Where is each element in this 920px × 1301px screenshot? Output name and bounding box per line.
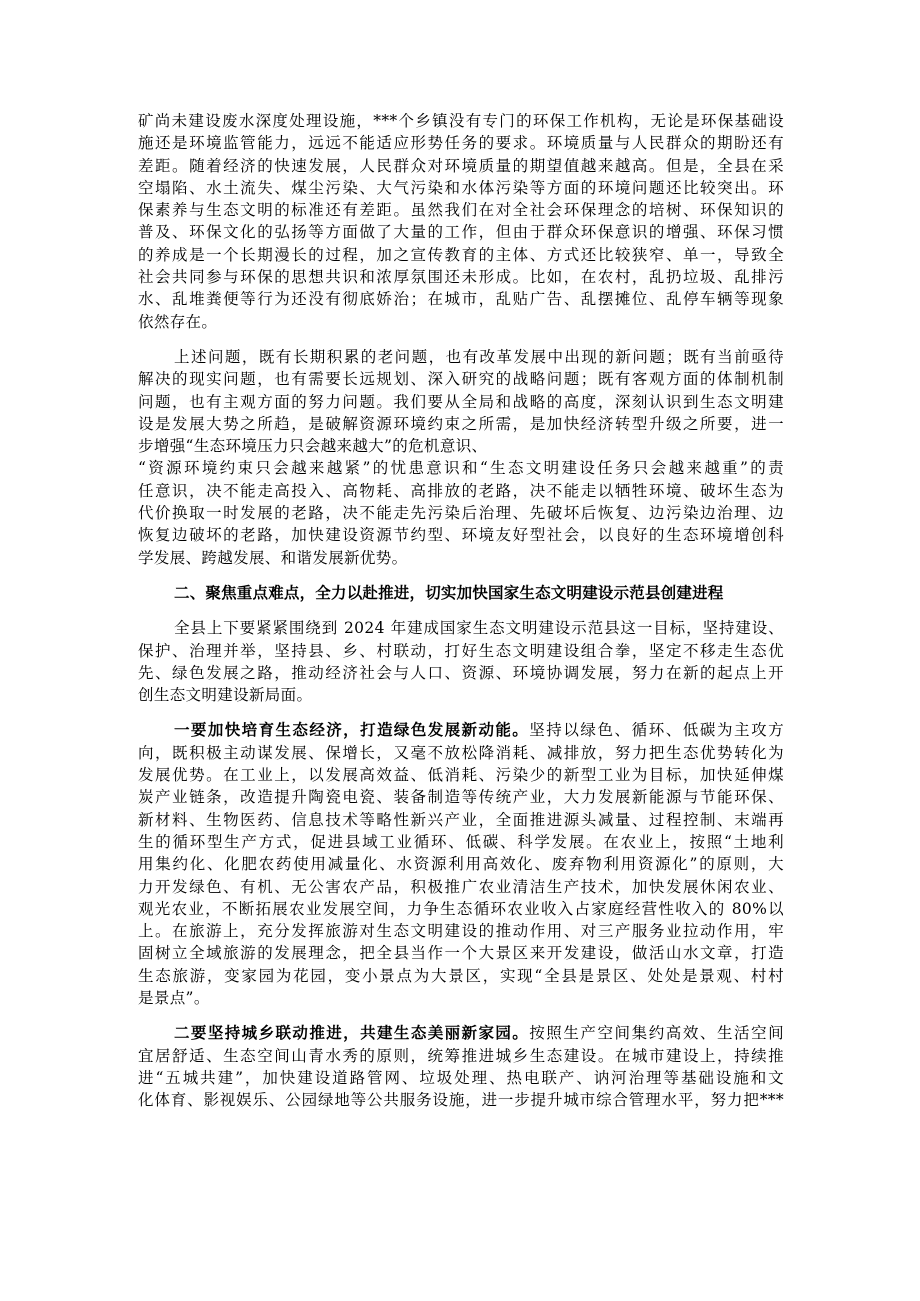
text-line	[138, 719, 784, 741]
text-line: 学发展、跨越发展、和谐发展新优势。	[138, 548, 408, 567]
paragraph-problems-summary	[138, 346, 784, 569]
text-line: 创生态文明建设新局面。	[138, 686, 313, 705]
paragraph-goal	[138, 617, 784, 706]
paragraph-eco-economy	[138, 719, 784, 1009]
text-line: 代价换取一时发展的老路，决不能走先污染后治理、先破坏后恢复、边污染边治理、边	[138, 504, 784, 523]
paragraph-env-issues	[138, 110, 784, 333]
section-heading: 二、聚焦重点难点，全力以赴推进，切实加快国家生态文明建设示范县创建进程	[174, 583, 724, 602]
text-line: 生态旅游，变家园为花园，变小景点为大景区，实现“全县是景区、处处是景观、村村	[138, 966, 784, 985]
text-line: 社会共同参与环保的思想共识和浓厚氛围还未形成。比如，在农村，乱扔垃圾、乱排污	[138, 268, 784, 287]
text-line: 全县上下要紧紧围绕到 2024 年建成国家生态文明建设示范县这一目标，坚持建设、	[174, 619, 784, 638]
text-line: 依然存在。	[138, 312, 218, 331]
bold-lead: 二要坚持城乡联动推进，共建生态美丽新家园。	[174, 1024, 530, 1043]
text-line	[138, 1022, 784, 1044]
text-line: 上述问题，既有长期积累的老问题，也有改革发展中出现的新问题；既有当前亟待	[174, 347, 784, 366]
text-line: 炭产业链条，改造提升陶瓷电瓷、装备制造等传统产业，大力发展新能源与节能环保、	[138, 788, 784, 807]
text-line: 生的循环型生产方式，促进县域工业循环、低碳、科学发展。在农业上，按照“土地利	[138, 832, 784, 851]
text-line: 向，既积极主动谋发展、保增长，又毫不放松降消耗、减排放，努力把生态优势转化为	[138, 743, 784, 762]
text-line: 化体育、影视娱乐、公园绿地等公共服务设施，进一步提升城市综合管理水平，努力把***	[138, 1091, 784, 1110]
text-line: 新材料、生物医药、信息技术等略性新兴产业，全面推进源头减量、过程控制、末端再	[138, 810, 784, 829]
text-line: 进“五城共建”，加快建设道路管网、垃圾处理、热电联产、讷河治理等基础设施和文	[138, 1068, 784, 1087]
text-line: 保护、治理并举，坚持县、乡、村联动，打好生态文明建设组合拳，坚定不移走生态优	[138, 641, 784, 660]
text-run: 按照生产空间集约高效、生活空间	[529, 1024, 784, 1043]
text-line: 任意识，决不能走高投入、高物耗、高排放的老路，决不能走以牺牲环境、破坏生态为	[138, 481, 784, 500]
text-line: 矿尚未建设废水深度处理设施，***个乡镇没有专门的环保工作机构，无论是环保基础设	[138, 112, 784, 130]
text-line: 力开发绿色、有机、无公害农产品，积极推广农业清洁生产技术，加快发展休闲农业、	[138, 877, 784, 896]
text-line: “资源环境约束只会越来越紧”的忧患意识和“生态文明建设任务只会越来越重”的责	[138, 459, 784, 478]
text-line: 宜居舒适、生态空间山青水秀的原则，统筹推进城乡生态建设。在城市建设上，持续推	[138, 1046, 784, 1065]
text-line: 恢复边破坏的老路，加快建设资源节约型、环境友好型社会，以良好的生态环境增创科	[138, 526, 784, 545]
paragraph-urban-rural	[138, 1022, 784, 1111]
text-line: 问题，也有主观方面的努力问题。我们要从全局和战略的高度，深刻认识到生态文明建	[138, 392, 784, 411]
text-line: 水、乱堆粪便等行为还没有彻底娇治；在城市，乱贴广告、乱摆摊位、乱停车辆等现象	[138, 290, 784, 309]
text-line: 步增强“生态环境压力只会越来越大”的危机意识、	[138, 437, 488, 456]
text-line: 设是发展大势之所趋，是破解资源环境约束之所需，是加快经济转型升级之所要，进一	[138, 414, 784, 433]
text-line: 解决的现实问题，也有需要长远规划、深入研究的战略问题；既有客观方面的体制机制	[138, 370, 784, 389]
text-run: 坚持以绿色、循环、低碳为主攻方	[529, 721, 784, 740]
text-line: 先、绿色发展之路，推动经济社会与人口、资源、环境协调发展，努力在新的起点上开	[138, 663, 784, 682]
document-page	[138, 110, 784, 1124]
text-line: 观光农业，不断拓展农业发展空间，力争生态循环农业收入占家庭经营性收入的 80%以	[138, 899, 784, 918]
text-line: 空塌陷、水土流失、煤尘污染、大气污染和水体污染等方面的环境问题还比较突出。环	[138, 178, 784, 197]
text-line: 普及、环保文化的弘扬等方面做了大量的工作，但由于群众环保意识的增强、环保习惯	[138, 223, 784, 242]
text-line: 固树立全域旅游的发展理念，把全县当作一个大景区来开发建设，做活山水文章，打造	[138, 944, 784, 963]
text-line: 发展优势。在工业上，以发展高效益、低消耗、污染少的新型工业为目标，加快延伸煤	[138, 766, 784, 785]
text-line: 上。在旅游上，充分发挥旅游对生态文明建设的推动作用、对三产服务业拉动作用，牢	[138, 922, 784, 941]
text-line: 是景点”。	[138, 988, 210, 1007]
text-line: 施还是环境监管能力，远远不能适应形势任务的要求。环境质量与人民群众的期盼还有	[138, 134, 784, 153]
text-line: 差距。随着经济的快速发展，人民群众对环境质量的期望值越来越高。但是，全县在采	[138, 156, 784, 175]
text-line: 保素养与生态文明的标准还有差距。虽然我们在对全社会环保理念的培树、环保知识的	[138, 201, 784, 220]
text-line: 用集约化、化肥农药使用减量化、水资源利用高效化、废弃物利用资源化”的原则，大	[138, 855, 784, 874]
bold-lead: 一要加快培育生态经济，打造绿色发展新动能。	[174, 721, 530, 740]
text-line: 的养成是一个长期漫长的过程，加之宣传教育的主体、方式还比较狭窄、单一，导致全	[138, 245, 784, 264]
